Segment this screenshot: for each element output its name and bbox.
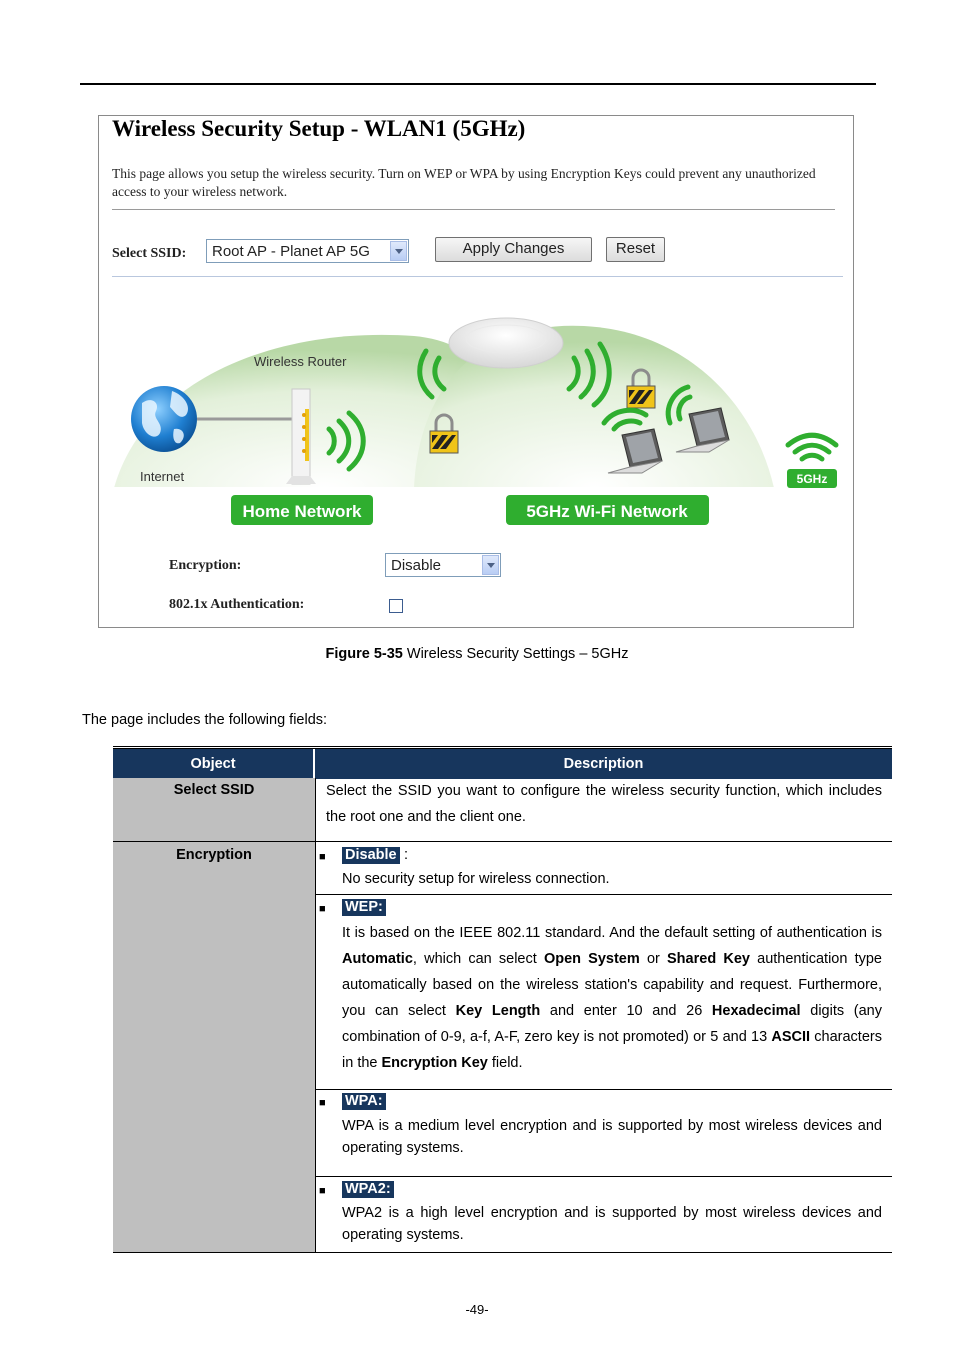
page-number: -49- [465, 1302, 489, 1317]
disable-description: No security setup for wireless connection. [342, 871, 610, 887]
disable-tag: Disable [342, 847, 400, 864]
fig-divider-2 [112, 276, 843, 277]
fig-page-title: Wireless Security Setup - WLAN1 (5GHz) [112, 116, 526, 141]
bullet-icon: ■ [319, 1097, 326, 1109]
header-description: Description [563, 756, 644, 772]
5ghz-badge-label: 5GHz [796, 472, 828, 486]
wep-bold: Encryption Key [381, 1055, 488, 1071]
sub-divider [315, 1089, 892, 1090]
5ghz-badge-icon [787, 435, 837, 488]
wpa-tag: WPA: [342, 1093, 386, 1110]
wpa2-tag: WPA2: [342, 1181, 394, 1198]
access-point-icon [449, 318, 563, 368]
column-divider [315, 778, 316, 1252]
header-object: Object [113, 749, 315, 779]
fig-divider [112, 209, 835, 210]
bullet-icon: ■ [319, 1185, 326, 1197]
auth-label: 802.1x Authentication: [169, 597, 305, 612]
wep-bold: Key Length [455, 1003, 541, 1019]
encryption-select[interactable] [385, 553, 501, 577]
bullet-icon: ■ [319, 903, 326, 915]
reset-button[interactable]: Reset [606, 237, 665, 262]
wep-tag: WEP: [342, 899, 386, 916]
fig-page-description: This page allows you setup the wireless security. Turn on WEP or WPA by using Encryption Keys could prevent any unauthorized access to your wireless network. [112, 166, 816, 199]
sub-divider [315, 1176, 892, 1177]
wep-description [342, 920, 882, 1076]
table-header [113, 748, 892, 779]
wifi-network-label: 5GHz Wi-Fi Network [526, 502, 688, 521]
intro-text: The page includes the following fields: [82, 712, 328, 728]
figure-screenshot [98, 115, 854, 628]
wep-text: field. [487, 1055, 523, 1071]
chevron-down-icon [482, 555, 499, 575]
figure-number: Figure 5-35 [325, 646, 403, 662]
wep-text: characters in the [342, 1029, 882, 1071]
bullet-icon: ■ [319, 851, 326, 863]
wep-bold: Hexadecimal [711, 1003, 801, 1019]
row-select-ssid-description: Select the SSID you want to configure the wireless security function, which includes the root one and the client one. [326, 783, 882, 825]
auth-checkbox[interactable] [389, 599, 403, 613]
wep-text: , which can select [412, 951, 544, 967]
wep-bold: Open System [543, 951, 640, 967]
encryption-label: Encryption: [169, 558, 242, 573]
wpa-description: WPA is a medium level encryption and is supported by most wireless devices and operating systems. [342, 1118, 882, 1156]
globe-icon [131, 386, 197, 452]
wep-text: and enter 10 and 26 [540, 1003, 712, 1019]
sub-divider [315, 894, 892, 895]
header-rule [80, 83, 876, 85]
table-top-rule [113, 746, 892, 747]
wep-text: It is based on the IEEE 802.11 standard. And the default setting of authentication is [342, 925, 882, 941]
colon: : [404, 847, 409, 863]
figure-caption-text: Wireless Security Settings – 5GHz [402, 646, 629, 662]
network-diagram [114, 311, 844, 531]
wpa2-description: WPA2 is a high level encryption and is supported by most wireless devices and operating systems. [342, 1205, 882, 1243]
apply-changes-button[interactable]: Apply Changes [435, 237, 592, 262]
home-network-label: Home Network [242, 502, 362, 521]
wep-text: or [639, 951, 668, 967]
wep-bold: Automatic [342, 951, 413, 967]
ssid-select-value: Root AP - Planet AP 5G [212, 243, 370, 260]
encryption-select-value: Disable [391, 557, 442, 574]
row-select-ssid-object: Select SSID [113, 778, 315, 841]
wep-text: authentication type automatically based on the wireless station's capability and request. Furthermore, you can select [342, 951, 882, 1019]
figure-caption [0, 646, 954, 662]
wep-bold: ASCII [771, 1029, 811, 1045]
row-encryption-object: Encryption [113, 842, 315, 1252]
wireless-router-label: Wireless Router [254, 354, 347, 369]
table-bottom-rule [113, 1252, 892, 1253]
ssid-select[interactable] [206, 239, 409, 263]
select-ssid-label: Select SSID: [112, 246, 187, 261]
chevron-down-icon [390, 241, 407, 261]
wep-text: digits (any combination of 0-9, a-f, A-F, zero key is not promoted) or 5 and 13 [342, 1003, 882, 1045]
wep-bold: Shared Key [667, 951, 750, 967]
internet-label: Internet [140, 469, 185, 484]
